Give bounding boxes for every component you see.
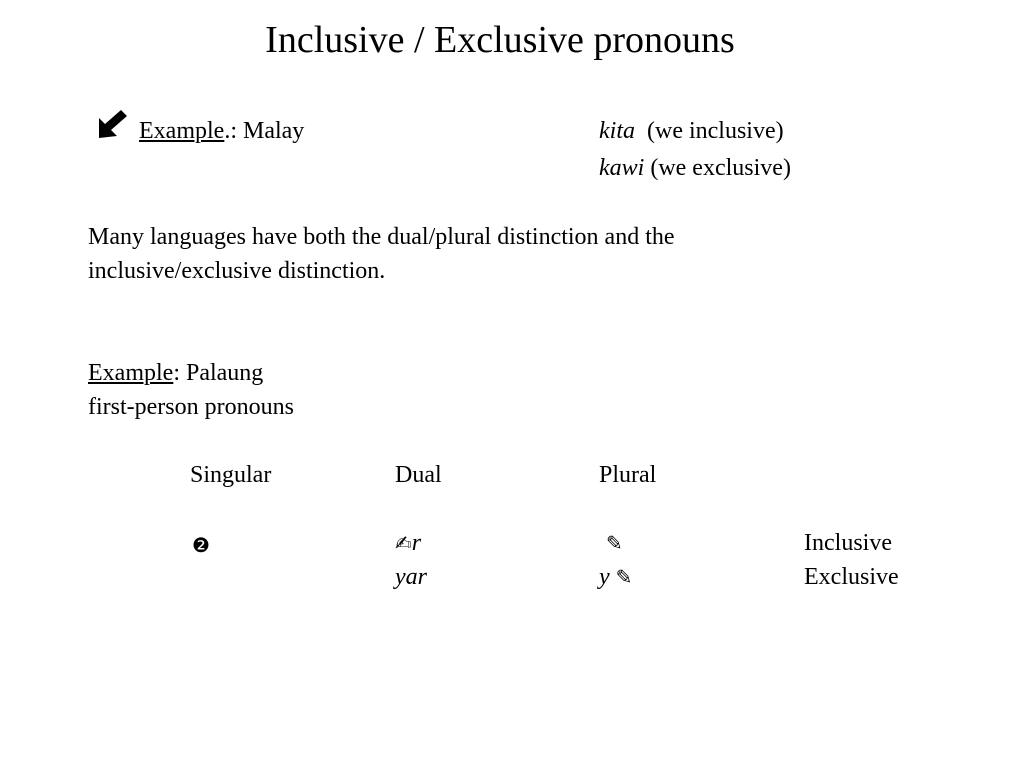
- row-label-inclusive: Inclusive: [804, 530, 892, 556]
- plural-exclusive-glyph: ✎: [615, 565, 633, 589]
- malay-gloss: (we inclusive): [635, 118, 784, 144]
- plural-exclusive-prefix: y: [599, 564, 616, 590]
- malay-gloss: (we exclusive): [644, 155, 791, 181]
- malay-word: kawi: [599, 155, 645, 181]
- row-label-exclusive: Exclusive: [804, 564, 899, 590]
- dual-inclusive-glyph: ✍: [395, 531, 412, 555]
- example-label: Example: [139, 118, 225, 144]
- arrow-down-left-icon: [97, 110, 129, 140]
- malay-form-inclusive: [599, 116, 784, 146]
- example-label: Example: [88, 360, 174, 386]
- palaung-example-heading: [88, 358, 263, 388]
- malay-language-label: .: Malay: [224, 118, 305, 144]
- dual-inclusive-form: [395, 528, 421, 558]
- palaung-subtitle: first-person pronouns: [88, 394, 294, 420]
- malay-form-exclusive: [599, 153, 791, 183]
- plural-inclusive-glyph: ✎: [606, 531, 623, 555]
- singular-pronoun-glyph: ❷: [192, 533, 210, 557]
- palaung-language-label: : Palaung: [173, 360, 264, 386]
- slide-title: Inclusive / Exclusive pronouns: [265, 19, 735, 61]
- plural-exclusive-form: [599, 562, 632, 592]
- column-header-plural: Plural: [599, 462, 657, 488]
- statement-line-2: inclusive/exclusive distinction.: [88, 258, 386, 284]
- malay-example-heading: [139, 116, 304, 146]
- dual-exclusive-form: [395, 562, 427, 592]
- dual-inclusive-text: r: [411, 530, 422, 556]
- column-header-singular: Singular: [190, 462, 272, 488]
- plural-inclusive-form: [606, 528, 623, 558]
- statement-line-1: Many languages have both the dual/plural distinction and the: [88, 224, 675, 250]
- malay-word: kita: [599, 118, 635, 144]
- column-header-dual: Dual: [395, 462, 442, 488]
- dual-exclusive-text: yar: [395, 564, 427, 590]
